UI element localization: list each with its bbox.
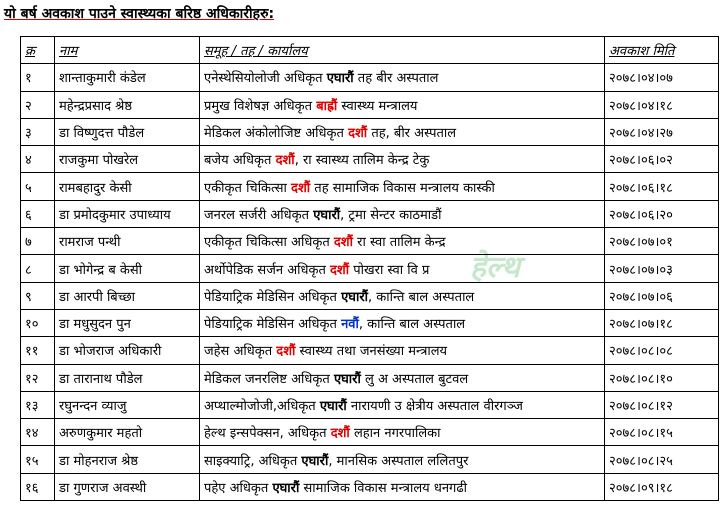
row-retirement-date: २०७८।०४।२७ xyxy=(605,118,719,145)
table-row xyxy=(21,419,719,446)
row-serial: ११ xyxy=(21,337,55,364)
row-name: राजकुमा पोखरेल xyxy=(55,146,200,173)
office-text: एकीकृत चिकित्सा अधिकृत xyxy=(204,235,334,251)
row-name: रामबहादुर केसी xyxy=(55,173,200,200)
row-name: डा प्रमोदकुमार उपाध्याय xyxy=(55,200,200,227)
table-row xyxy=(21,64,719,91)
row-retirement-date: २०७८।०६।२० xyxy=(605,200,719,227)
rank-highlight: एघारौं xyxy=(319,399,347,414)
page-heading: यो बर्ष अवकाश पाउने स्वास्थ्यका बरिष्ठ अधिकारीहरु: xyxy=(4,6,275,22)
row-name: डा मधुसुदन पुन xyxy=(55,309,200,336)
row-retirement-date: २०७८।०६।०२ xyxy=(605,146,719,173)
rank-highlight: दशौं xyxy=(275,153,295,169)
row-name: रघुनन्दन व्याजु xyxy=(55,391,200,418)
row-name: रामराज पन्थी xyxy=(55,228,200,255)
row-office xyxy=(200,91,605,118)
row-retirement-date: २०७८।०४।१८ xyxy=(605,91,719,118)
row-retirement-date: २०७८।०८।०८ xyxy=(605,337,719,364)
row-office xyxy=(200,173,605,200)
office-text: साइक्याट्रि, अधिकृत xyxy=(204,453,302,469)
office-text: जहेस अधिकृत xyxy=(204,344,277,360)
watermark-logo: हेल्थ xyxy=(470,250,521,285)
office-text: मेडिकल अंकोलोजिष्ट अधिकृत xyxy=(204,126,349,142)
retirement-table xyxy=(20,36,719,501)
table-row xyxy=(21,173,719,200)
table-row xyxy=(21,473,719,500)
rank-highlight: बाह्रौं xyxy=(316,98,338,114)
table-row xyxy=(21,200,719,227)
column-header-sn: क्र xyxy=(21,37,55,64)
row-retirement-date: २०७८।०८।१२ xyxy=(605,391,719,418)
column-header-name: नाम xyxy=(55,37,200,64)
row-name: डा विष्णुदत्त पौडेल xyxy=(55,118,200,145)
table-row xyxy=(21,337,719,364)
office-text: हेल्थ इन्सपेक्सन, अधिकृत xyxy=(204,426,331,442)
rank-highlight: एघारौं xyxy=(333,371,361,387)
rank-highlight: दशौं xyxy=(348,126,368,142)
rank-highlight: दशौं xyxy=(333,235,353,251)
table-row xyxy=(21,446,719,473)
row-serial: १२ xyxy=(21,364,55,391)
row-serial: ८ xyxy=(21,255,55,282)
row-serial: ७ xyxy=(21,228,55,255)
row-name: शान्ताकुमारी कंडेल xyxy=(55,64,200,91)
office-text: स्वास्थ्य तथा जनसंख्या मन्त्रालय xyxy=(295,344,448,360)
office-text: अर्थोपेडिक सर्जन अधिकृत xyxy=(204,262,331,278)
row-serial: ४ xyxy=(21,146,55,173)
row-serial: १३ xyxy=(21,391,55,418)
row-name: डा भोगेन्द्र ब केसी xyxy=(55,255,200,282)
table-row xyxy=(21,282,719,309)
table-row xyxy=(21,228,719,255)
row-retirement-date: २०७८।०४।०७ xyxy=(605,64,719,91)
row-retirement-date: २०७८।०७।०१ xyxy=(605,228,719,255)
office-text: अप्थाल्मोजोजी,अधिकृत xyxy=(204,399,320,414)
row-serial: ९ xyxy=(21,282,55,309)
row-serial: १४ xyxy=(21,419,55,446)
row-serial: १५ xyxy=(21,446,55,473)
row-serial: ३ xyxy=(21,118,55,145)
row-office xyxy=(200,118,605,145)
row-name: डा मोहनराज श्रेष्ठ xyxy=(55,446,200,473)
row-retirement-date: २०७८।०८।१० xyxy=(605,364,719,391)
table-row xyxy=(21,364,719,391)
row-serial: ५ xyxy=(21,173,55,200)
row-name: डा आरपी बिच्छा xyxy=(55,282,200,309)
office-text: रा स्वा तालिम केन्द्र xyxy=(353,235,446,251)
row-name: डा गुणराज अवस्थी xyxy=(55,473,200,500)
table-header-row xyxy=(21,37,719,64)
office-text: , कान्ति बाल अस्पताल xyxy=(368,289,475,305)
office-text: , कान्ति बाल अस्पताल xyxy=(358,317,466,333)
office-text: मेडिकल जनरलिष्ट अधिकृत xyxy=(204,371,334,387)
office-text: स्वास्थ्य मन्त्रालय xyxy=(337,98,418,114)
office-text: पहेए अधिकृत xyxy=(204,480,273,496)
row-retirement-date: २०७८।०९।१८ xyxy=(605,473,719,500)
row-serial: ६ xyxy=(21,200,55,227)
row-retirement-date: २०७८।०७।१८ xyxy=(605,309,719,336)
office-text: एकीकृत चिकित्सा xyxy=(204,180,292,196)
row-serial: १६ xyxy=(21,473,55,500)
row-retirement-date: २०७८।०८।२५ xyxy=(605,446,719,473)
row-name: अरुणकुमार महतो xyxy=(55,419,200,446)
row-serial: १० xyxy=(21,309,55,336)
row-office xyxy=(200,337,605,364)
row-office xyxy=(200,282,605,309)
rank-highlight: नवौं xyxy=(341,317,359,333)
office-text: पोखरा स्वा वि प्र xyxy=(349,262,430,278)
table-row xyxy=(21,391,719,418)
office-text: बजेय अधिकृत xyxy=(204,153,276,169)
rank-highlight: एघारौं xyxy=(301,453,329,469)
row-office xyxy=(200,419,605,446)
row-name: डा भोजराज अधिकारी xyxy=(55,337,200,364)
office-text: जनरल सर्जरी अधिकृत xyxy=(204,207,314,223)
office-text: पेडियाट्रिक मेडिसिन अधिकृत xyxy=(204,289,342,305)
office-text: नारायणी उ क्षेत्रीय अस्पताल वीरगञ्ज xyxy=(346,399,523,414)
row-retirement-date: २०७८।०७।०६ xyxy=(605,282,719,309)
office-text: लहान नगरपालिका xyxy=(349,426,441,442)
rank-highlight: दशौं xyxy=(330,262,350,278)
column-header-office: समूह / तह / कार्यालय xyxy=(200,37,605,64)
row-name: डा तारानाथ पौडेल xyxy=(55,364,200,391)
office-text: , मानसिक अस्पताल ललितपुर xyxy=(328,453,469,469)
column-header-date: अवकाश मिति xyxy=(605,37,719,64)
row-serial: १ xyxy=(21,64,55,91)
rank-highlight: दशौं xyxy=(330,426,350,442)
table-row xyxy=(21,91,719,118)
table-row xyxy=(21,146,719,173)
office-text: प्रमुख विशेषज्ञ अधिकृत xyxy=(204,98,317,114)
table-row xyxy=(21,255,719,282)
office-text: तह सामाजिक विकास मन्त्रालय कास्की xyxy=(310,180,495,196)
rank-highlight: एघारौं xyxy=(272,480,300,496)
row-office xyxy=(200,146,605,173)
row-office xyxy=(200,255,605,282)
office-text: , रा स्वास्थ्य तालिम केन्द्र टेकु xyxy=(294,153,430,169)
office-text: एनेस्थेसियोलोजी अधिकृत xyxy=(204,71,327,87)
office-text: सामाजिक विकास मन्त्रालय धनगढी xyxy=(299,480,468,496)
rank-highlight: दशौं xyxy=(276,344,296,360)
row-retirement-date: २०७८।०७।०३ xyxy=(605,255,719,282)
rank-highlight: एघारौं xyxy=(313,207,341,223)
rank-highlight: एघारौं xyxy=(326,71,354,87)
office-text: तह बीर अस्पताल xyxy=(353,71,439,87)
row-serial: २ xyxy=(21,91,55,118)
row-office xyxy=(200,446,605,473)
row-office xyxy=(200,200,605,227)
row-office xyxy=(200,364,605,391)
table-row xyxy=(21,309,719,336)
row-retirement-date: २०७८।०६।१८ xyxy=(605,173,719,200)
row-office xyxy=(200,473,605,500)
table-row xyxy=(21,118,719,145)
office-text: लु अ अस्पताल बुटवल xyxy=(360,371,469,387)
rank-highlight: एघारौं xyxy=(341,289,369,305)
row-office xyxy=(200,391,605,418)
rank-highlight: दशौं xyxy=(291,180,311,196)
row-office xyxy=(200,64,605,91)
office-text: तह, बीर अस्पताल xyxy=(367,126,457,142)
office-text: , ट्रमा सेन्टर काठमाडौं xyxy=(340,207,442,223)
row-name: महेन्द्रप्रसाद श्रेष्ठ xyxy=(55,91,200,118)
row-office xyxy=(200,228,605,255)
row-office xyxy=(200,309,605,336)
row-retirement-date: २०७८।०८।१५ xyxy=(605,419,719,446)
table-body xyxy=(21,64,719,501)
office-text: पेडियाट्रिक मेडिसिन अधिकृत xyxy=(204,317,342,333)
